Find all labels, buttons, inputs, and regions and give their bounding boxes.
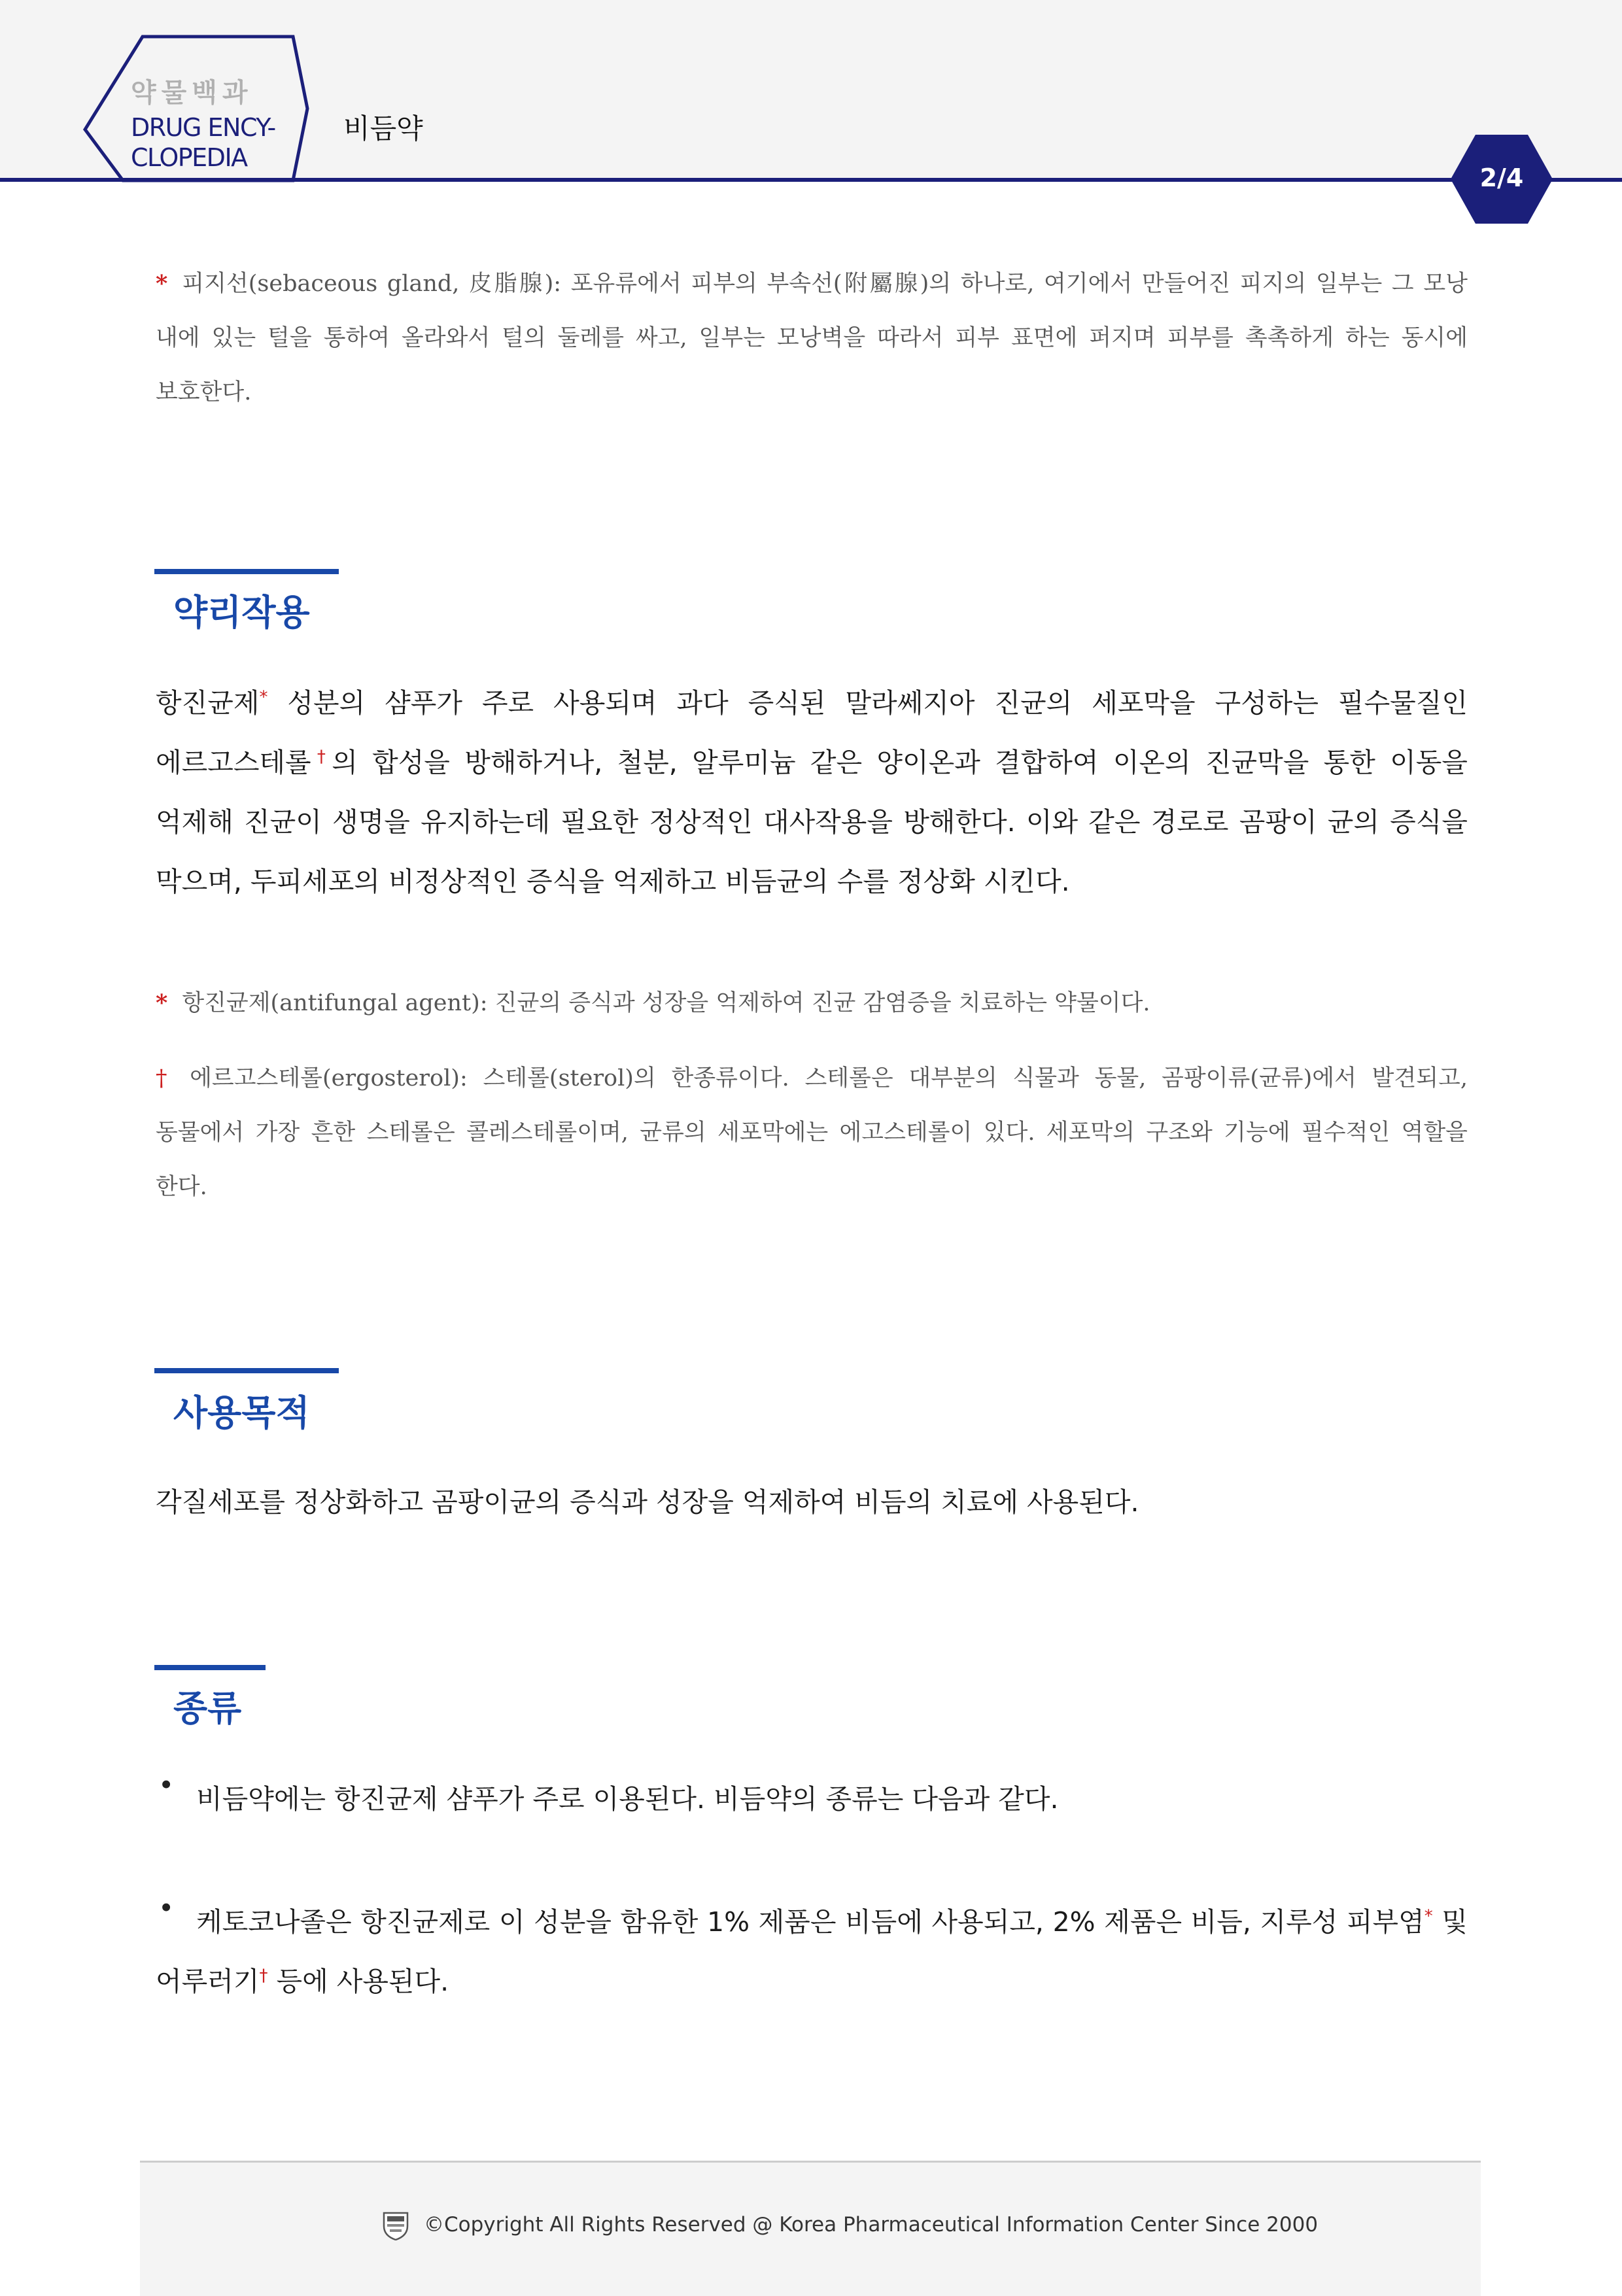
document-title: 비듬약 [343, 112, 423, 145]
footnote-star-mark: * [156, 989, 168, 1016]
footnote-text: 에르고스테롤(ergosterol): 스테롤(sterol)의 한종류이다. 스테롤은 대부분의 식물과 동물, 곰팡이류(균류)에서 발견되고, 동물에서 가장 흔한 스테롤은 콜레스테롤이며, 균류의 세포막에는 에고스테롤이 있다. 세포막의 구조와 기능에 필수적인 역할을 한다. [156, 1065, 1468, 1200]
superscript-star: * [1424, 1906, 1433, 1927]
page-number: 2/4 [1479, 163, 1524, 192]
logo-english-text: DRUG ENCY- CLOPEDIA [131, 113, 275, 172]
types-bullet-1: 비듬약에는 항진균제 샴푸가 주로 이용된다. 비듬약의 종류는 다음과 같다. [196, 1783, 1059, 1815]
footer-copyright: ©Copyright All Rights Reserved @ Korea Pharmaceutical Information Center Since 2000 [424, 2213, 1319, 2236]
purpose-paragraph: 각질세포를 정상화하고 곰팡이균의 증식과 성장을 억제하여 비듬의 치료에 사용된다. [156, 1486, 1139, 1518]
superscript-dagger: † [311, 747, 332, 767]
footnote-ergosterol [156, 1052, 1468, 1214]
footnote-dagger-mark: † [156, 1065, 176, 1091]
section-title-purpose: 사용목적 [173, 1392, 310, 1433]
emblem-shield-icon [382, 2210, 409, 2240]
section-bar-pharmacology [154, 569, 339, 574]
footnote-sebaceous-gland [156, 256, 1468, 420]
text-run: 의 합성을 방해하거나, 철분, 알루미늄 같은 양이온과 결합하여 이온의 진균막을 통한 이동을 억제해 진균이 생명을 유지하는데 필요한 정상적인 대사작용을 방해한다. 이와 같은 경로로 곰팡이 균의 증식을 막으며, 두피세포의 비정상적인 증식을 억제하고 비듬균의 수를 정상화 시킨다. [156, 747, 1468, 897]
section-bar-types [154, 1665, 266, 1670]
superscript-star: * [259, 687, 268, 708]
bullet-1-marker: • [158, 1770, 175, 1801]
section-bar-purpose [154, 1368, 339, 1373]
footnote-text: 항진균제(antifungal agent): 진균의 증식과 성장을 억제하여 진균 감염증을 치료하는 약물이다. [182, 990, 1150, 1016]
text-run: 항진균제 [156, 687, 260, 719]
text-run: 케토코나졸은 항진균제로 이 성분을 함유한 1% 제품은 비듬에 사용되고, 2% 제품은 비듬, 지루성 피부염 [196, 1906, 1424, 1938]
text-run: 및 어루러기 [156, 1906, 1468, 1997]
pharmacology-paragraph [156, 674, 1468, 912]
section-title-pharmacology: 약리작용 [173, 592, 310, 633]
types-bullet-2 [156, 1893, 1468, 2012]
superscript-dagger: † [259, 1966, 268, 1986]
text-run: 등에 사용된다. [267, 1966, 449, 1997]
section-title-types: 종류 [173, 1688, 242, 1729]
logo-korean-text: 약물백과 [131, 78, 253, 108]
footnote-star-mark: * [156, 270, 168, 297]
text-run: 성분의 샴푸가 주로 사용되며 과다 증식된 말라쎄지아 진균의 세포막을 구성하는 필수물질인 에르고스테롤 [156, 687, 1468, 778]
footnote-text: 피지선(sebaceous gland, 皮脂腺): 포유류에서 피부의 부속선(附屬腺)의 하나로, 여기에서 만들어진 피지의 일부는 그 모낭 내에 있는 털을 통하여 올라와서 털의 둘레를 싸고, 일부는 모낭벽을 따라서 피부 표면에 퍼지며 피부를 촉촉하게 하는 동시에 보호한다. [156, 271, 1468, 405]
footnote-antifungal [156, 976, 1468, 1031]
bullet-2-marker: • [158, 1893, 175, 1924]
